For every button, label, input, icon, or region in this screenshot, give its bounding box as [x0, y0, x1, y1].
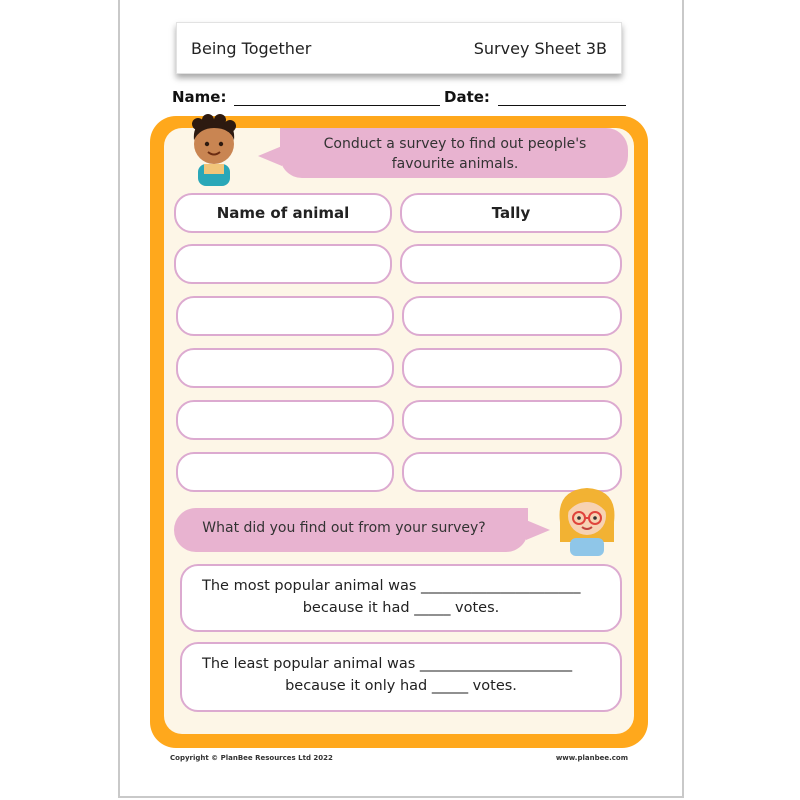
date-field[interactable] [444, 88, 626, 106]
animal-cell-2[interactable] [176, 296, 394, 336]
animal-cell-4[interactable] [176, 400, 394, 440]
animal-cell-1[interactable] [174, 244, 392, 284]
prompt-bubble [280, 128, 628, 178]
name-line[interactable] [234, 91, 440, 106]
girl-avatar-icon [554, 482, 620, 556]
date-label: Date: [444, 88, 490, 106]
answer-box-most-popular[interactable] [180, 564, 622, 632]
sheet-topic: Being Together [191, 39, 312, 58]
answer-box-least-popular[interactable] [180, 642, 622, 712]
date-line[interactable] [498, 91, 626, 106]
tally-cell-4[interactable] [402, 400, 622, 440]
name-label: Name: [172, 88, 227, 106]
most-popular-line1: The most popular animal was ______________________ [202, 578, 581, 594]
boy-avatar-icon [186, 114, 242, 186]
least-popular-line1: The least popular animal was _____________________ [202, 656, 573, 672]
header-tally: Tally [400, 193, 622, 233]
header-name-of-animal: Name of animal [174, 193, 392, 233]
question-bubble [174, 508, 528, 552]
most-popular-line2: because it had _____ votes. [302, 600, 500, 616]
copyright-text: Copyright © PlanBee Resources Ltd 2022 [170, 754, 333, 762]
name-field[interactable] [172, 88, 440, 106]
animal-cell-5[interactable] [176, 452, 394, 492]
sheet-number: Survey Sheet 3B [473, 39, 607, 58]
least-popular-line2: because it only had _____ votes. [285, 678, 517, 694]
animal-cell-3[interactable] [176, 348, 394, 388]
header-banner [176, 22, 622, 74]
prompt-text: Conduct a survey to find out people's favourite animals. [323, 136, 587, 172]
question-text: What did you find out from your survey? [202, 520, 486, 536]
tally-cell-3[interactable] [402, 348, 622, 388]
tally-cell-1[interactable] [400, 244, 622, 284]
website-text: www.planbee.com [555, 754, 628, 762]
tally-cell-2[interactable] [402, 296, 622, 336]
